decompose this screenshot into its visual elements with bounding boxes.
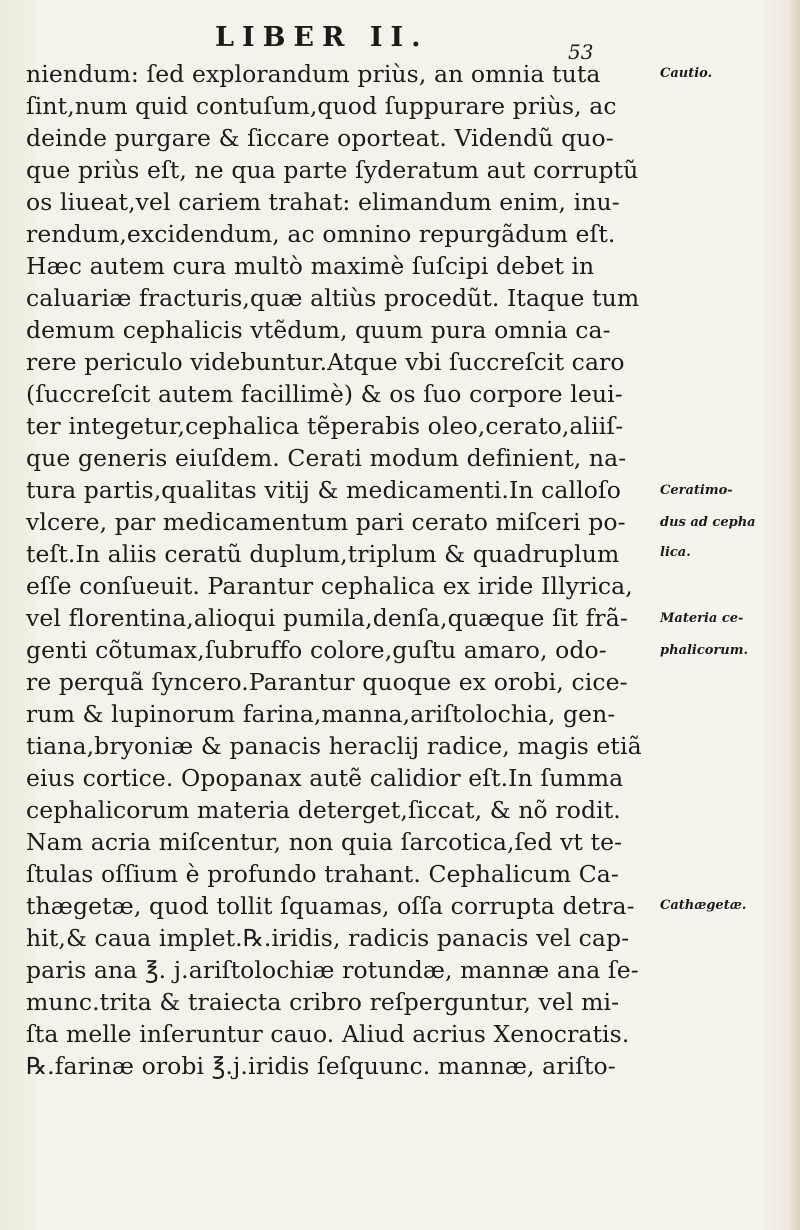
text-line: Nam acria miſcentur, non quia ſarcotica,ſed vt te- [26, 828, 623, 856]
text-line: eſſe conſueuit. Parantur cephalica ex iride Illyrica, [26, 572, 633, 600]
marginal-note: Cautio. [660, 66, 713, 81]
main-text-block [26, 58, 646, 1082]
text-line: vel florentina,alioqui pumila,denſa,quæque ſit frã- [26, 604, 628, 632]
text-line: eius cortice. Opopanax autẽ calidior eſt.In ſumma [26, 764, 624, 792]
text-line: ſtulas oſſium è profundo trahant. Cephalicum Ca- [26, 860, 619, 888]
text-line: que priùs eſt, ne qua parte ſyderatum aut corruptũ [26, 156, 639, 184]
marginal-note: Ceratimo- [660, 483, 733, 498]
marginal-note: Cathægetæ. [660, 898, 747, 913]
text-line: teſt.In aliis ceratũ duplum,triplum & quadruplum [26, 540, 620, 568]
text-line: demum cephalicis vtẽdum, quum pura omnia ca- [26, 316, 611, 344]
text-line: munc.trita & traiecta cribro reſperguntur, vel mi- [26, 988, 620, 1016]
marginal-note: Materia ce- [660, 611, 744, 626]
text-line: re perquã ſyncero.Parantur quoque ex orobi, cice- [26, 668, 628, 696]
text-line: genti cõtumax,ſubruffo colore,guſtu amaro, odo- [26, 636, 607, 664]
marginal-note: lica. [660, 545, 691, 560]
text-line: rum & lupinorum farina,manna,ariſtolochia, gen- [26, 700, 616, 728]
text-line: caluariæ fracturis,quæ altiùs procedũt. Itaque tum [26, 284, 640, 312]
running-title: LIBER II. [215, 22, 429, 53]
marginal-note: phalicorum. [660, 643, 749, 658]
text-line: tura partis,qualitas vitij & medicamenti.In calloſo [26, 476, 622, 504]
text-line: ℞.farinæ orobi ℥.j.iridis ſeſquunc. mannæ, ariſto- [26, 1052, 616, 1080]
text-line: rere periculo videbuntur.Atque vbi ſuccreſcit caro [26, 348, 625, 376]
text-line: thægetæ, quod tollit ſquamas, oſſa corrupta detra- [26, 892, 635, 920]
text-line: ſint,num quid contuſum,quod ſuppurare priùs, ac [26, 92, 617, 120]
page-edge [790, 0, 800, 1230]
text-line: deinde purgare & ſiccare oporteat. Videndũ quo- [26, 124, 614, 152]
text-line: paris ana ℥. j.ariſtolochiæ rotundæ, mannæ ana ſe- [26, 956, 639, 984]
text-line: tiana,bryoniæ & panacis heraclij radice, magis etiã [26, 732, 642, 760]
text-line: cephalicorum materia deterget,ſiccat, & nõ rodit. [26, 796, 621, 824]
text-line: (ſuccreſcit autem facillimè) & os ſuo corpore leui- [26, 380, 623, 408]
text-line: vlcere, par medicamentum pari cerato miſceri po- [26, 508, 626, 536]
text-line: ſta melle inſeruntur cauo. Aliud acrius Xenocratis. [26, 1020, 630, 1048]
text-line: os liueat,vel cariem trahat: elimandum enim, inu- [26, 188, 620, 216]
text-line: rendum,excidendum, ac omnino repurgãdum eſt. [26, 220, 616, 248]
text-line: que generis eiuſdem. Cerati modum definient, na- [26, 444, 627, 472]
text-line: hit,& caua implet.℞.iridis, radicis panacis vel cap- [26, 924, 630, 952]
page-number: 53 [568, 40, 594, 64]
text-line: ter integetur,cephalica tẽperabis oleo,cerato,aliiſ- [26, 412, 624, 440]
marginal-note: dus ad cepha [660, 515, 756, 530]
text-line: Hæc autem cura multò maximè ſuſcipi debet in [26, 252, 595, 280]
text-line: niendum: ſed explorandum priùs, an omnia tuta [26, 60, 601, 88]
